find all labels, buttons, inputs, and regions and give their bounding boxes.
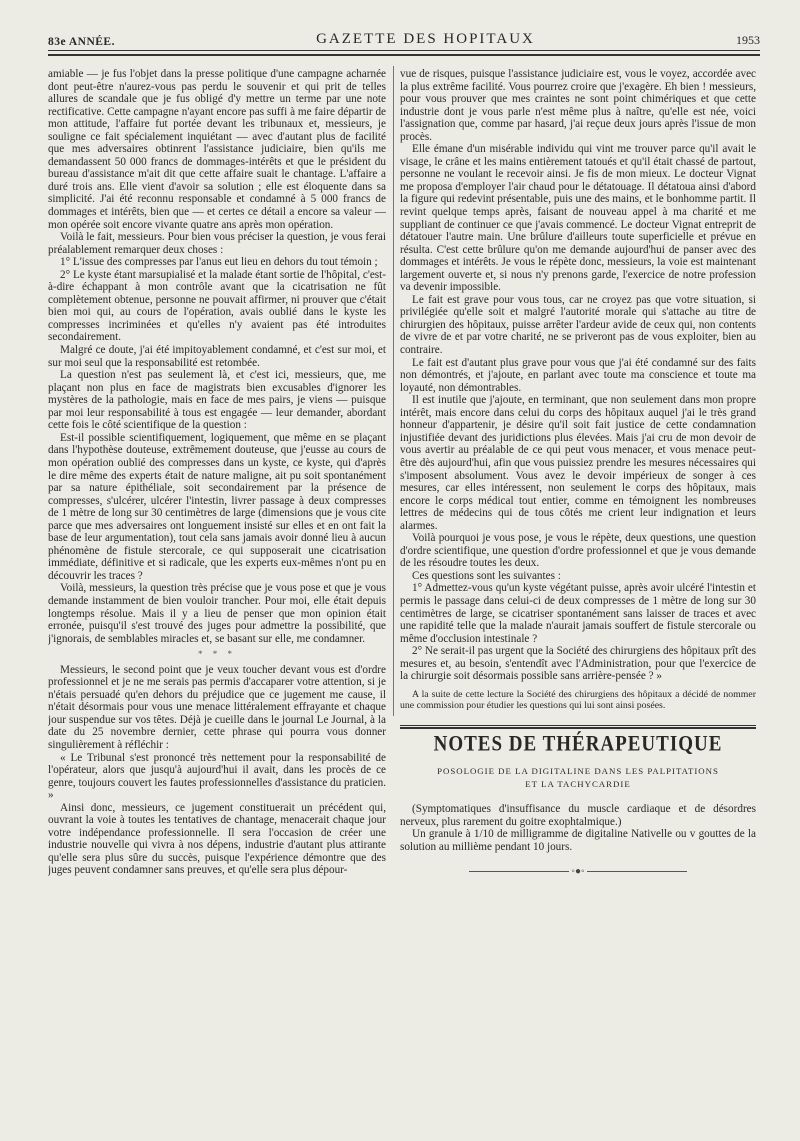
left-column (48, 68, 386, 1130)
subtitle-line: ET LA TACHYCARDIE (525, 779, 631, 790)
paragraph: amiable — je fus l'objet dans la presse politique d'une campagne acharnée dont peut-être n'aurez-vous pas perdu le souvenir et qui prit de telles allures de scandale que je fus obligé d'y mettre un terme par une note rectificative. Cette campagne n'ayant encore pas suffi à me faire départir de mon attitude, l'affaire fut portée devant les tribunaux et, messieurs, je souligne ce fait spécialement inquiétant — avec d'autant plus de facilité que mes adversaires obtinrent l'assistance judiciaire, bien qu'ils me demandassent 50 000 francs de dommages-intérêts et que le président du bureau d'assistance m'ait dit que cette affaire suait le chantage. L'affaire a duré trois ans. Elle vient d'avoir sa solution ; elle est éloquente dans sa simplicité. J'ai été reconnu responsable et condamné à 5 000 francs de dommages et intérêts, bien que — et certes ce détail a encore sa valeur — mon opérée soit encore vivante quatre ans après mon opération. (48, 68, 386, 231)
paragraph: La question n'est pas seulement là, et c'est ici, messieurs, que, me plaçant non plus en face de magistrats bien excusables d'ignorer les mystères de la pathologie, mais en face de mes pairs, je viens — puisque par moi leur responsabilité à tous est engagée — leur demander, abordant cette fois le côté scientifique de la question : (48, 369, 386, 432)
paragraph: Ainsi donc, messieurs, ce jugement constituerait un précédent qui, ouvrant la voie à toutes les tentatives de chantage, menacerait chaque jour votre indépendance professionnelle. Il sera l'occasion de créer une industrie nouvelle qui vivra à nos dépens, industrie d'autant plus attirante qu'elle sera plus sûre du succès, puisque l'expérience démontre que des juges peuvent condamner sans preuves, et qu'elle sera plus dépour- (48, 801, 386, 877)
quotation: « Le Tribunal s'est prononcé très nettement pour la responsabilité de l'opérateur, alors que jusqu'à aujourd'hui il avait, dans les procès de ce genre, toujours couvert les fautes professionnelles d'assistance du praticien. » (48, 751, 386, 802)
paragraph: Ces questions sont les suivantes : (412, 569, 561, 582)
section-separator: * * * (198, 649, 236, 660)
subtitle-line: POSOLOGIE DE LA DIGITALINE DANS LES PALPITATIONS (437, 766, 719, 777)
paragraph: Un granule à 1/10 de milligramme de digitaline Nativelle ou v gouttes de la solution au millième pendant 10 jours. (400, 828, 756, 853)
paragraph: Le fait est grave pour vous tous, car ne croyez pas que votre situation, si privilégiée qu'elle soit et malgré l'autorité morale qui s'attache au titre de chirurgien des hôpitaux, puisse arrêter l'ardeur avide de ceux qui, non contents de vivre de et par votre charité, ne se priveront pas de vous exploiter, bien au contraire. (400, 293, 756, 357)
header-rule-thick (48, 54, 760, 56)
year-label: 83e ANNÉE. (48, 36, 115, 48)
ornament-glyph: ◦●◦ (571, 865, 585, 877)
editorial-note: A la suite de cette lecture la Société des chirurgiens des hôpitaux a décidé de nommer une commission pour étudier les questions qui lui sont ainsi posées. (400, 688, 756, 711)
section-rule-thick (400, 727, 756, 729)
ornament-line (469, 871, 569, 872)
paragraph: (Symptomatiques d'insuffisance du muscle cardiaque et de désordres nerveux, plus rarement du goitre exophtalmique.) (400, 803, 756, 828)
section-title: NOTES DE THÉRAPEUTIQUE (433, 732, 723, 757)
journal-title: GAZETTE DES HOPITAUX (316, 31, 535, 47)
paragraph: Messieurs, le second point que je veux toucher devant vous est d'ordre professionnel et je ne me serais pas permis d'accaparer votre attention, si je n'étais persuadé qu'en dehors du préjudice que ce jugement me cause, il n'était désormais pour vous une menace littéralement effrayante et chaque jour suspendue sur vos têtes. Déjà je cueille dans le journal Le Journal, à la date du 25 novembre dernier, cette phrase qui pourra vous donner singulièrement à réfléchir : (48, 663, 386, 751)
paragraph: Voilà le fait, messieurs. Pour bien vous préciser la question, je vous ferai préalablement remarquer deux choses : (48, 231, 386, 256)
paragraph: vue de risques, puisque l'assistance judiciaire est, vous le voyez, accordée avec la plus extrême facilité. Vous pourrez croire que j'exagère. Eh bien ! messieurs, pour vous prouver que mes craintes ne sont point chimériques et que cette industrie dont je vous parle n'est même plus à naître, qu'elle est née, voici l'assignation que, comme par hasard, j'ai reçue deux jours après l'issue de mon procès. (400, 68, 756, 143)
right-column (400, 68, 756, 1130)
ornament-line (587, 871, 687, 872)
paragraph: 2° Le kyste étant marsupialisé et la malade étant sortie de l'hôpital, c'est-à-dire échappant à mon contrôle avant que la cicatrisation ne fût complètement obtenue, personne ne pouvait affirmer, ni prouver que c'était bien moi qui, au cours de l'opération, avais oublié dans le kyste les compresses incriminées et qu'elles n'y avaient pas été introduites secondairement. (48, 268, 386, 344)
section-rule (400, 725, 756, 726)
header-rule (48, 50, 760, 51)
paragraph: Voilà, messieurs, la question très précise que je vous pose et que je vous demande instamment de bien vouloir trancher. Pour moi, elle était depuis longtemps résolue. Mais il y a lieu de penser que mon opinion était erronée, puisqu'il s'est trouvé des juges pour admettre la possibilité, que j'ignorais, de semblables miracles et, se basant sur elle, me condamner. (48, 582, 386, 645)
paragraph: Le fait est d'autant plus grave pour vous que j'ai été condamné sur des faits non démontrés, et j'ajoute, en parlant avec toute ma conscience et toute ma loyauté, non démontrables. (400, 356, 756, 394)
page-number: 1953 (735, 33, 760, 47)
page-header (48, 18, 760, 48)
column-divider (393, 66, 394, 716)
ornament-divider (400, 866, 756, 879)
paragraph: Il est inutile que j'ajoute, en terminant, que non seulement dans mon propre intérêt, mais encore dans celui du corps des hôpitaux auquel j'ai le très grand honneur d'appartenir, je désire qu'il soit fait justice de cette condamnation injustifiée devant des juridictions plus élevées. Mais j'ai cru de mon devoir de vous avertir au préalable de ce qui peut vous menacer, et vous menace peut-être dès aujourd'hui, afin que vous puissiez prendre les mesures nécessaires qui s'imposent absolument. Vous avez le devoir impérieux de songer à ces mesures, car elles intéressent, non seulement le corps des hôpitaux, mais encore le corps médical tout entier, comme en témoignent les nombreuses lettres de médecins qui de tous côtés me crient leur indignation et leurs alarmes. (400, 394, 756, 532)
paragraph: Elle émane d'un misérable individu qui vint me trouver parce qu'il avait le visage, le crâne et les mains entièrement tatoués et qu'il était chassé de partout, personne ne voulant le recevoir ainsi. Je fis de mon mieux. Le docteur Vignat me proposa d'employer l'air chaud pour le détatouage. Il détatoua ainsi d'abord la figure qui redevint présentable, puis une des mains, et le bonhomme partit. Il revint quelque temps après, faisant de nouveau appel à ma charité et me suppliant de continuer ce que j'avais commencé. Le docteur Vignat entreprit de détatouer l'autre main. Une brûlure d'ailleurs toute superficielle et prévue en résulta. C'est cette brûlure qu'on me demande aujourd'hui de panser avec des dommages et intérêts. Je vous le répète donc, messieurs, la voie est maintenant largement ouverte et, si nous n'y prenons garde, l'exercice de notre profession va devenir impossible. (400, 143, 756, 294)
section-subtitle (400, 765, 756, 791)
paragraph: Voilà pourquoi je vous pose, je vous le répète, deux questions, une question d'ordre scientifique, une question d'ordre professionnel et que je vous demande de les résoudre toutes les deux. (400, 532, 756, 570)
question-item: 1° Admettez-vous qu'un kyste végétant puisse, après avoir ulcéré l'intestin et permis le passage dans celui-ci de deux compresses de 1 mètre de long sur 30 centimètres de large, se cicatriser spontanément sans laisser de traces et avec une rapidité telle que la malade n'aurait jamais souffert de fistule stercorale ou même d'occlusion intestinale ? (400, 582, 756, 645)
paragraph: 1° L'issue des compresses par l'anus eut lieu en dehors du tout témoin ; (60, 256, 378, 269)
paragraph: Est-il possible scientifiquement, logiquement, que même en se plaçant dans l'hypothèse douteuse, extrêmement douteuse, que j'eusse au cours de mon opération oublié des compresses dans un kyste, ce kyste, qui d'après le dire même des experts était de nature maligne, ait pu soit spontanément par sa nature épithéliale, soit secondairement par la présence de compresses, s'ulcérer, ulcérer l'intestin, livrer passage à deux compresses de 1 mètre de long sur 30 centimètres de large (dimensions que je vous cite parce que mes adversaires ont longuement insisté sur elles et en ont fait la base de leur argumentation), tout cela sans jamais avoir donné lieu à aucun phénomène de fistule stercorale, ce qui supposerait une cicatrisation immédiate, définitive et si radicale, que les experts eux-mêmes n'ont pu en découvrir les traces ? (48, 431, 386, 582)
paragraph: Malgré ce doute, j'ai été impitoyablement condamné, et c'est sur moi, et sur moi seul que la responsabilité est retombée. (48, 344, 386, 369)
question-item: 2° Ne serait-il pas urgent que la Société des chirurgiens des hôpitaux prît des mesures et, au besoin, s'entendît avec l'Administration, pour que l'exercice de la chirurgie soit désormais possible sans arrière-pensée ? » (400, 645, 756, 683)
